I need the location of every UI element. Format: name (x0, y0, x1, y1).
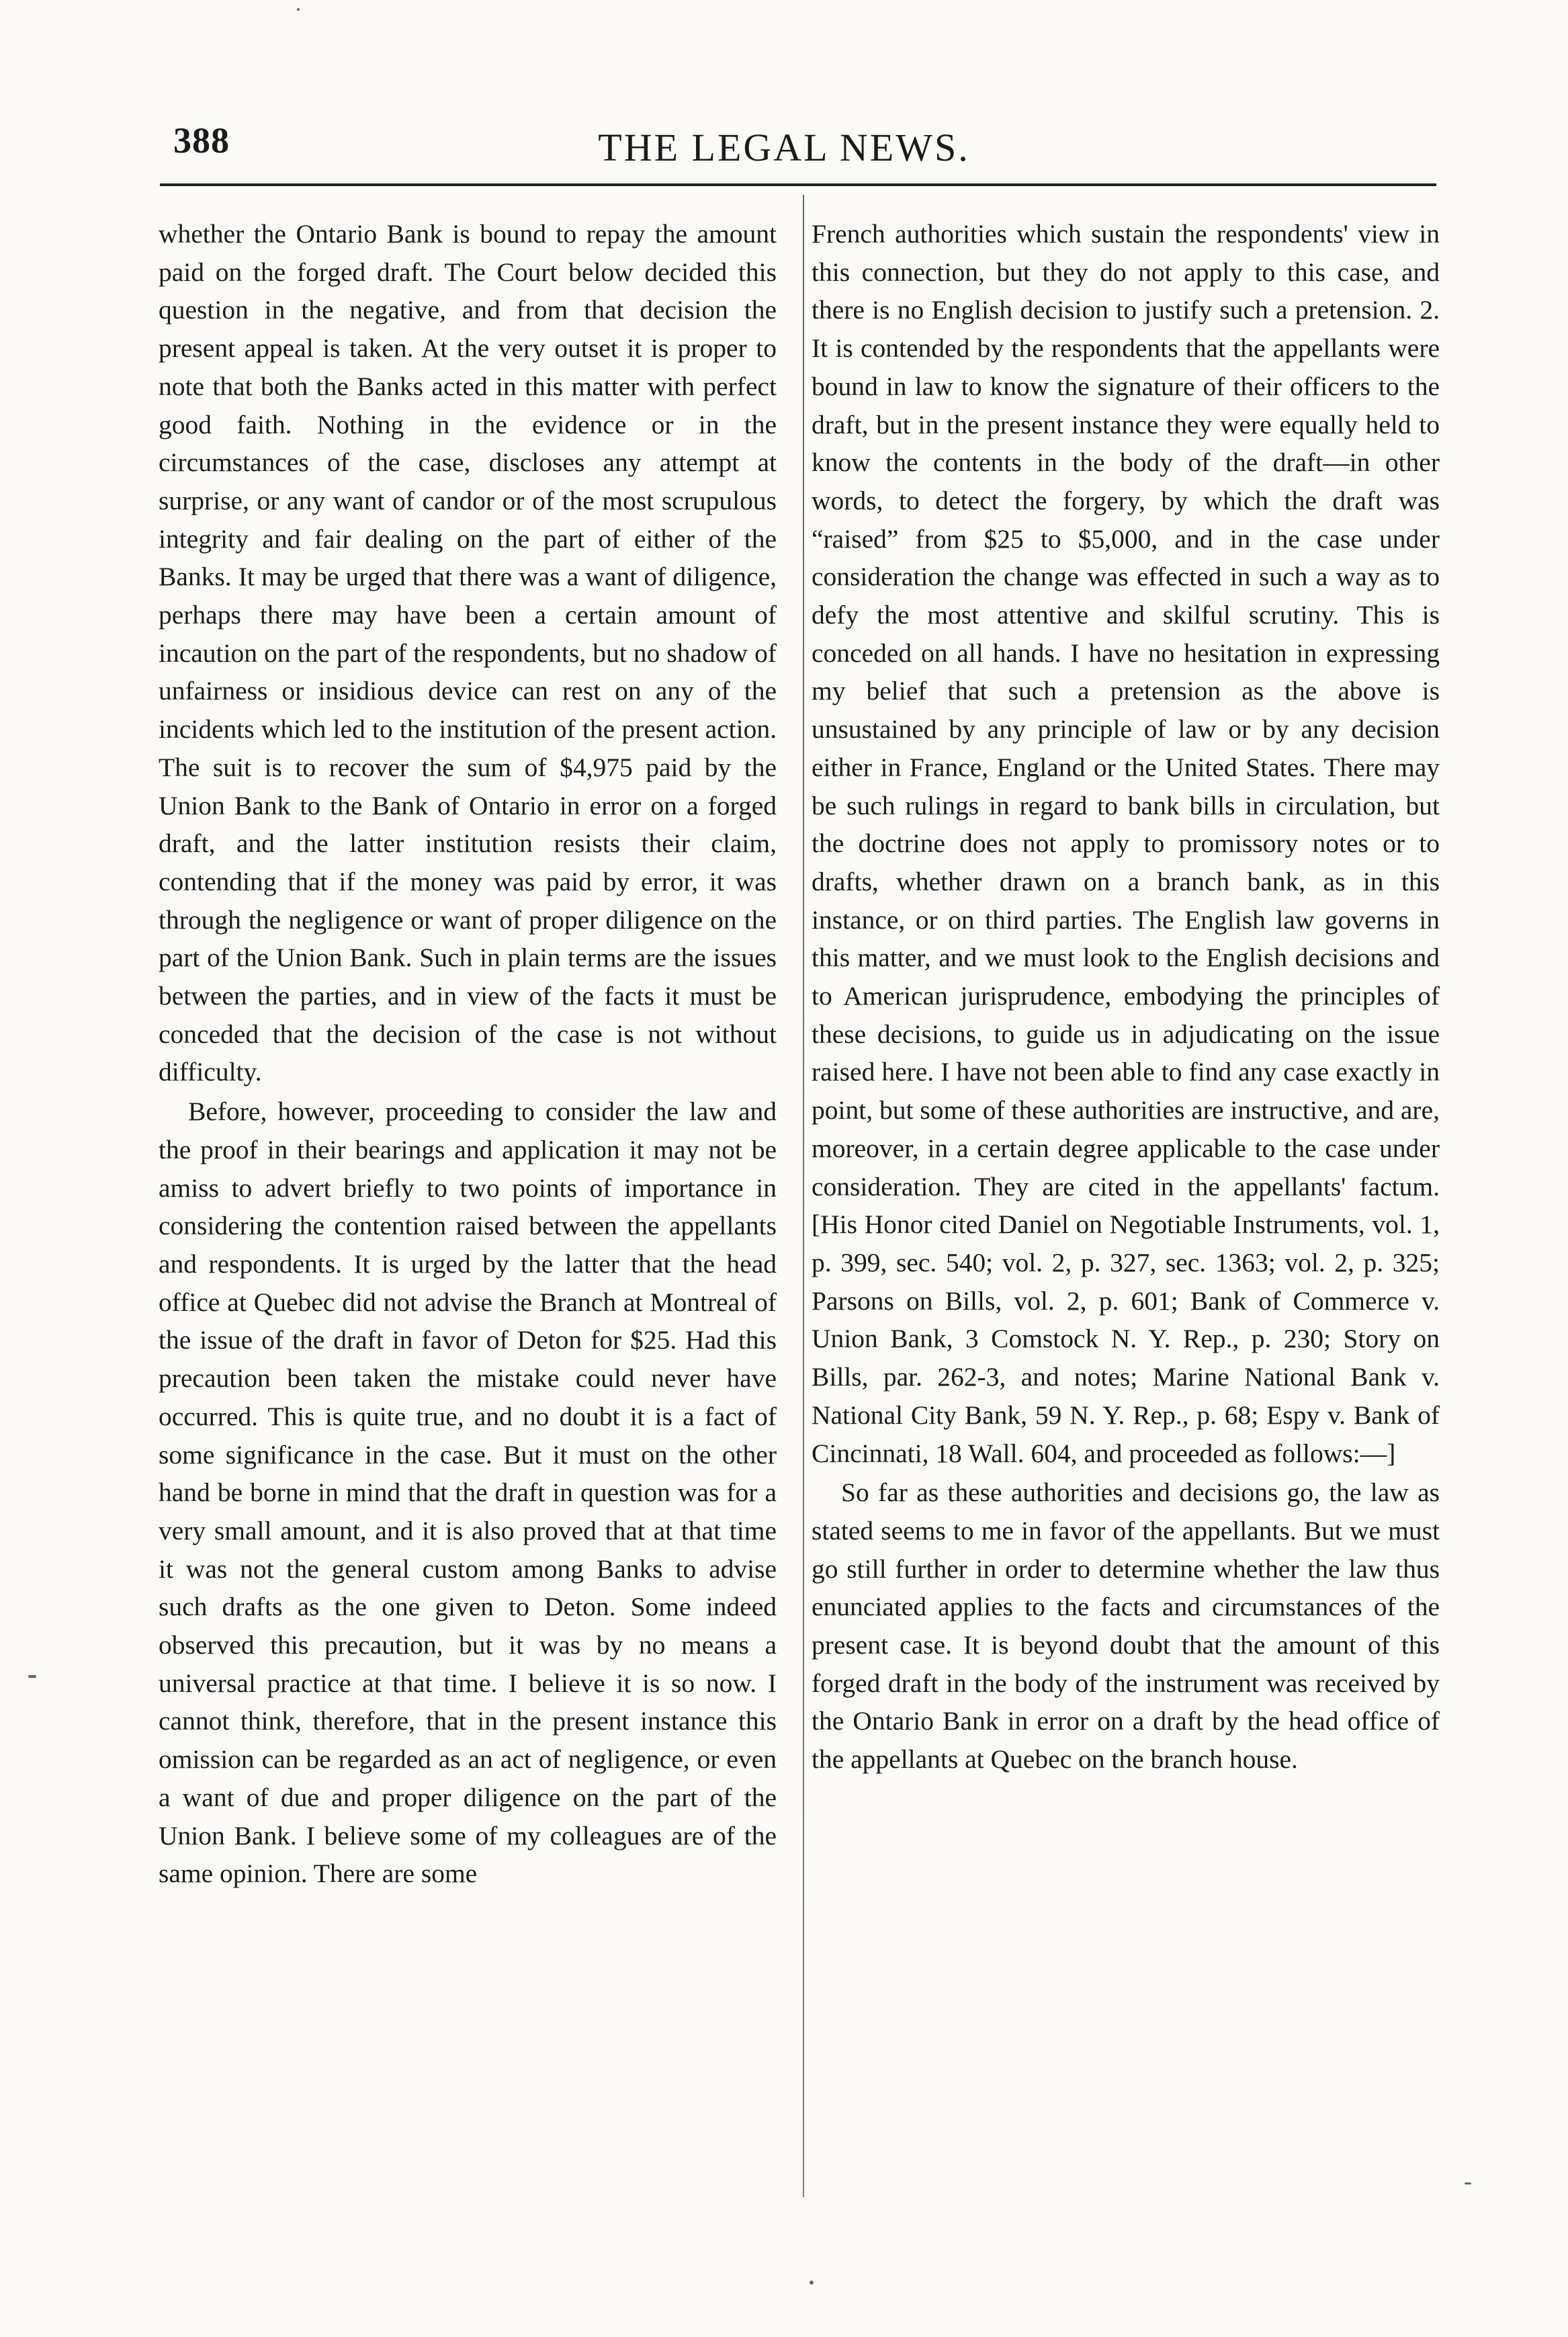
left-paragraph-2: Before, however, proceeding to consider the law and the proof in their bearings and application it may not be amiss to advert briefly to two points of importance in considering the contention raised between the appellants and respondents. It is urged by the latter that the head office at Quebec did not advise the Branch at Montreal of the issue of the draft in favor of Deton for $25. Had this precaution been taken the mistake could never have occurred. This is quite true, and no doubt it is a fact of some significance in the case. But it must on the other hand be borne in mind that the draft in question was for a very small amount, and it is also proved that at that time it was not the general custom among Banks to advise such drafts as the one given to Deton. Some indeed observed this precaution, but it was by no means a universal practice at that time. I believe it is so now. I cannot think, therefore, that in the present instance this omission can be regarded as an act of negligence, or even a want of due and proper diligence on the part of the Union Bank. I believe some of my colleagues are of the same opinion. There are some (159, 1097, 777, 1889)
right-paragraph-1: French authorities which sustain the respondents' view in this connection, but they do not apply to this case, and there is no English decision to justify such a pretension. 2. It is contended by the respondents that the appellants were bound in law to know the signature of their officers to the draft, but in the present instance they were equally held to know the contents in the body of the draft—in other words, to detect the forgery, by which the draft was “raised” from $25 to $5,000, and in the case under consideration the change was effected in such a way as to defy the most attentive and skilful scrutiny. This is conceded on all hands. I have no hesitation in expressing my belief that such a pretension as the above is unsustained by any principle of law or by any decision either in France, England or the United States. There may be such rulings in regard to bank bills in circulation, but the doctrine does not apply to promissory notes or to drafts, whether drawn on a branch bank, as in this instance, or on third parties. The English law governs in this matter, and we must look to the English decisions and to American jurisprudence, embodying the principles of these decisions, to guide us in adjudicating on the issue raised here. I have not been able to find any case exactly in point, but some of these authorities are instructive, and are, moreover, in a certain degree applicable to the case under consideration. They are cited in the appellants' factum. [His Honor cited Daniel on Negotiable Instruments, vol. 1, p. 399, sec. 540; vol. 2, p. 327, sec. 1363; vol. 2, p. 325; Parsons on Bills, vol. 2, p. 601; Bank of Commerce v. Union Bank, 3 Comstock N. Y. Rep., p. 230; Story on Bills, par. 262-3, and notes; Marine National Bank v. National City Bank, 59 N. Y. Rep., p. 68; Espy v. Bank of Cincinnati, 18 Wall. 604, and proceeded as follows:—] (812, 219, 1440, 1468)
right-paragraph-2: So far as these authorities and decisions go, the law as stated seems to me in favor of the appellants. But we must go still further in order to determine whether the law thus enunciated applies to the facts and circumstances of the present case. It is beyond doubt that the amount of this forged draft in the body of the instrument was received by the Ontario Bank in error on a draft by the head office of the appellants at Quebec on the branch house. (812, 1478, 1440, 1775)
page-number: 388 (173, 120, 230, 161)
scan-speck (28, 1675, 36, 1678)
column-divider (803, 195, 804, 2197)
left-paragraph-1: whether the Ontario Bank is bound to repay the amount paid on the forged draft. The Court below decided this question in the negative, and from that decision the present appeal is taken. At the very outset it is proper to note that both the Banks acted in this matter with perfect good faith. Nothing in the evidence or in the circumstances of the case, discloses any attempt at surprise, or any want of candor or of the most scrupulous integrity and fair dealing on the part of either of the Banks. It may be urged that there was a want of diligence, perhaps there may have been a certain amount of incaution on the part of the respondents, but no shadow of unfairness or insidious device can rest on any of the incidents which led to the institution of the present action. The suit is to recover the sum of $4,975 paid by the Union Bank to the Bank of Ontario in error on a forged draft, and the latter institution resists their claim, contending that if the money was paid by error, it was through the negligence or want of proper diligence on the part of the Union Bank. Such in plain terms are the issues between the parties, and in view of the facts it must be conceded that the decision of the case is not without difficulty. (159, 219, 777, 1087)
right-column (812, 215, 1440, 1779)
scan-speck (1465, 2182, 1471, 2184)
page-header (0, 0, 1568, 181)
running-title: THE LEGAL NEWS. (598, 126, 970, 169)
scan-speck (810, 2281, 814, 2285)
left-column (159, 215, 777, 1893)
scan-speck (297, 8, 300, 11)
header-rule (160, 183, 1436, 186)
